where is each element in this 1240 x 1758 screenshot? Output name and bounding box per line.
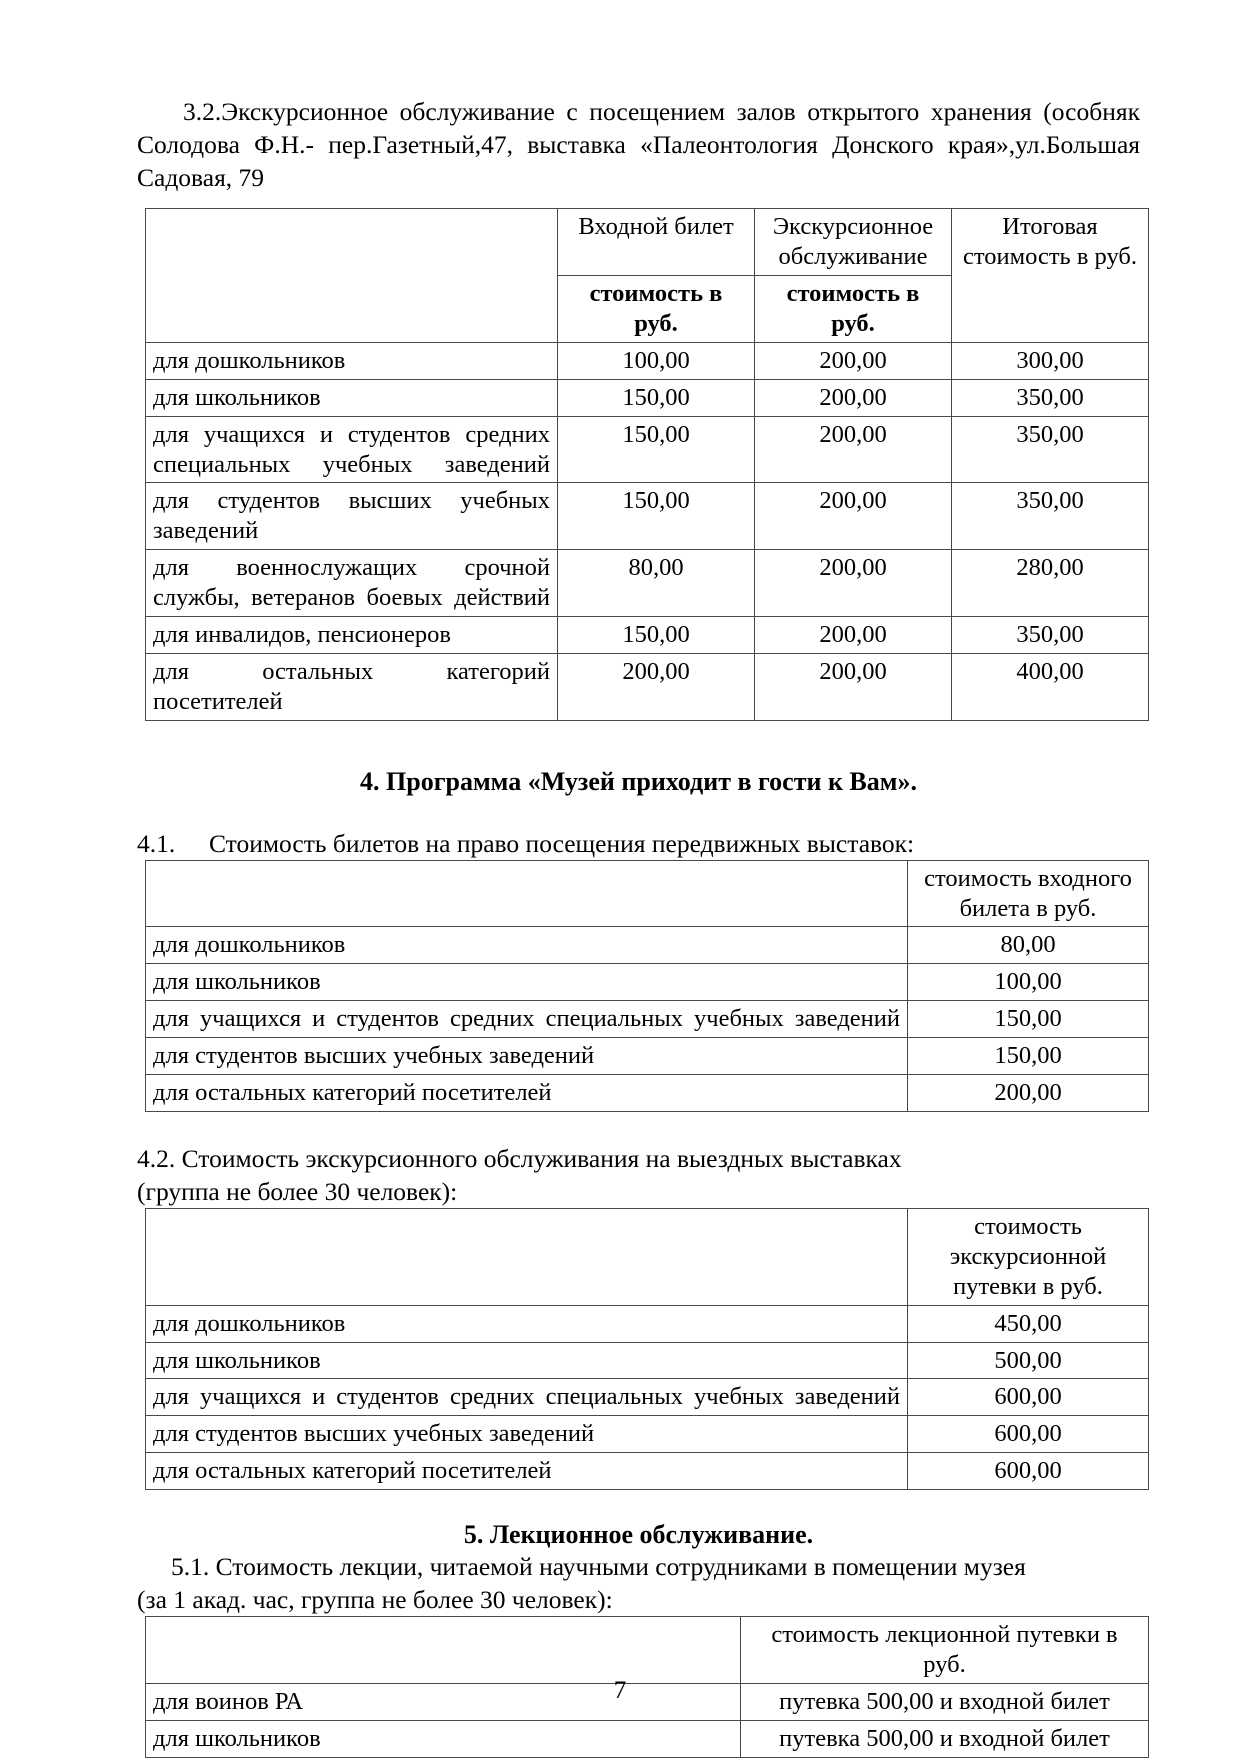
row-ticket-price: 80,00: [558, 550, 755, 617]
table-row: [146, 342, 1149, 379]
table-row: [146, 483, 1149, 550]
row-price: 80,00: [908, 927, 1149, 964]
header-cell-excursion-service: Экскурсионное обслуживание: [755, 209, 952, 276]
table-row: [146, 1038, 1149, 1075]
item-4-1-number: 4.1.: [137, 828, 176, 858]
table-row: [146, 964, 1149, 1001]
row-ticket-price: 100,00: [558, 342, 755, 379]
item-4-2-line-1: 4.2. Стоимость экскурсионного обслуживания на выездных выставках: [137, 1143, 902, 1173]
table-row: [146, 616, 1149, 653]
row-total-price: 350,00: [952, 616, 1149, 653]
section-5-heading: 5. Лекционное обслуживание.: [463, 1520, 814, 1550]
row-ticket-price: 150,00: [558, 483, 755, 550]
item-4-1: [137, 827, 1140, 860]
row-category: для дошкольников: [146, 927, 908, 964]
table-row: [146, 653, 1149, 720]
row-price: 450,00: [908, 1305, 1149, 1342]
table-row: [146, 379, 1149, 416]
paragraph-3-2-line-1: 3.2.Экскурсионное обслуживание с посещением залов открытого хранения (особняк: [183, 97, 1140, 126]
header-cell-empty: [146, 1209, 908, 1306]
header-cell-ticket-price: стоимость входного билета в руб.: [908, 860, 1149, 927]
table-mobile-exhibition-tours: [145, 1208, 1149, 1490]
section-4-heading: 4. Программа «Музей приходит в гости к Вам».: [360, 766, 917, 796]
item-4-1-text: Стоимость билетов на право посещения передвижных выставок:: [209, 828, 915, 858]
paragraph-3-2-line-2: Солодова Ф.Н.- пер.Газетный,47, выставка «Палеонтология Донского края»,ул.Большая: [137, 130, 1140, 160]
row-ticket-price: 150,00: [558, 416, 755, 483]
row-category: для остальных категорий посетителей: [146, 1074, 908, 1111]
table-row: [146, 1305, 1149, 1342]
row-total-price: 350,00: [952, 379, 1149, 416]
row-price: 200,00: [908, 1074, 1149, 1111]
row-category: для школьников: [146, 379, 558, 416]
row-category: для студентов высших учебных заведений: [146, 1038, 908, 1075]
row-total-price: 350,00: [952, 483, 1149, 550]
header-cell-total-cost: Итоговая стоимость в руб.: [952, 209, 1149, 343]
row-category: для учащихся и студентов средних специальных учебных заведений: [146, 1001, 908, 1038]
row-category: для студентов высших учебных заведений: [146, 483, 558, 550]
table-row: [146, 1001, 1149, 1038]
table-header-row: [146, 1617, 1149, 1684]
row-tour-price: 200,00: [755, 483, 952, 550]
row-category: для дошкольников: [146, 1305, 908, 1342]
row-category: для инвалидов, пенсионеров: [146, 616, 558, 653]
row-category: для школьников: [146, 1721, 741, 1758]
row-category: для воинов РА: [146, 1684, 741, 1721]
header-cell-empty: [146, 1617, 741, 1684]
table-header-row: [146, 1209, 1149, 1306]
row-total-price: 400,00: [952, 653, 1149, 720]
paragraph-3-2: [137, 95, 1140, 194]
row-category: для остальных категорий посетителей: [146, 653, 558, 720]
row-category: для остальных категорий посетителей: [146, 1453, 908, 1490]
table-row: [146, 1074, 1149, 1111]
row-price: 600,00: [908, 1416, 1149, 1453]
row-ticket-price: 150,00: [558, 616, 755, 653]
row-tour-price: 200,00: [755, 342, 952, 379]
row-price: 500,00: [908, 1342, 1149, 1379]
header-cell-empty: [146, 209, 558, 343]
table-excursion-pricing: [145, 208, 1149, 720]
row-total-price: 350,00: [952, 416, 1149, 483]
header-cell-empty: [146, 860, 908, 927]
row-category: для военнослужащих срочной службы, ветеранов боевых действий: [146, 550, 558, 617]
row-tour-price: 200,00: [755, 550, 952, 617]
item-4-2-line-2: (группа не более 30 человек):: [137, 1176, 458, 1206]
table-row: [146, 416, 1149, 483]
header-cell-lecture-voucher-price: стоимость лекционной путевки в руб.: [741, 1617, 1149, 1684]
table-mobile-exhibition-tickets: [145, 860, 1149, 1112]
row-price: 100,00: [908, 964, 1149, 1001]
item-5-1: [137, 1550, 1140, 1616]
row-price: 150,00: [908, 1038, 1149, 1075]
row-category: для студентов высших учебных заведений: [146, 1416, 908, 1453]
table-header-row-top: [146, 209, 1149, 276]
table-row: [146, 1721, 1149, 1758]
table-row: [146, 1453, 1149, 1490]
row-total-price: 280,00: [952, 550, 1149, 617]
row-ticket-price: 200,00: [558, 653, 755, 720]
row-ticket-price: 150,00: [558, 379, 755, 416]
header-cell-tour-voucher-price: стоимость экскурсионной путевки в руб.: [908, 1209, 1149, 1306]
item-4-2: [137, 1142, 1140, 1208]
row-tour-price: 200,00: [755, 416, 952, 483]
row-category: для дошкольников: [146, 342, 558, 379]
table-header-row: [146, 860, 1149, 927]
table-row: [146, 550, 1149, 617]
row-category: для школьников: [146, 1342, 908, 1379]
row-price: 150,00: [908, 1001, 1149, 1038]
item-5-1-line-1: 5.1. Стоимость лекции, читаемой научными сотрудниками в помещении музея: [171, 1552, 1026, 1582]
row-tour-price: 200,00: [755, 616, 952, 653]
table-row: [146, 1416, 1149, 1453]
row-tour-price: 200,00: [755, 653, 952, 720]
table-row: [146, 1379, 1149, 1416]
row-price: путевка 500,00 и входной билет: [741, 1684, 1149, 1721]
paragraph-3-2-line-3: Садовая, 79: [137, 163, 265, 193]
row-category: для учащихся и студентов средних специальных учебных заведений: [146, 1379, 908, 1416]
header-cell-entry-ticket-sub: стоимость в руб.: [558, 276, 755, 343]
item-5-1-line-2: (за 1 акад. час, группа не более 30 человек):: [137, 1585, 613, 1615]
table-row: [146, 927, 1149, 964]
row-price: 600,00: [908, 1379, 1149, 1416]
header-cell-entry-ticket: Входной билет: [558, 209, 755, 276]
page-number: 7: [613, 1677, 627, 1704]
row-category: для школьников: [146, 964, 908, 1001]
header-cell-excursion-service-sub: стоимость в руб.: [755, 276, 952, 343]
row-price: 600,00: [908, 1453, 1149, 1490]
row-price: путевка 500,00 и входной билет: [741, 1721, 1149, 1758]
row-category: для учащихся и студентов средних специальных учебных заведений: [146, 416, 558, 483]
row-total-price: 300,00: [952, 342, 1149, 379]
row-tour-price: 200,00: [755, 379, 952, 416]
table-row: [146, 1342, 1149, 1379]
